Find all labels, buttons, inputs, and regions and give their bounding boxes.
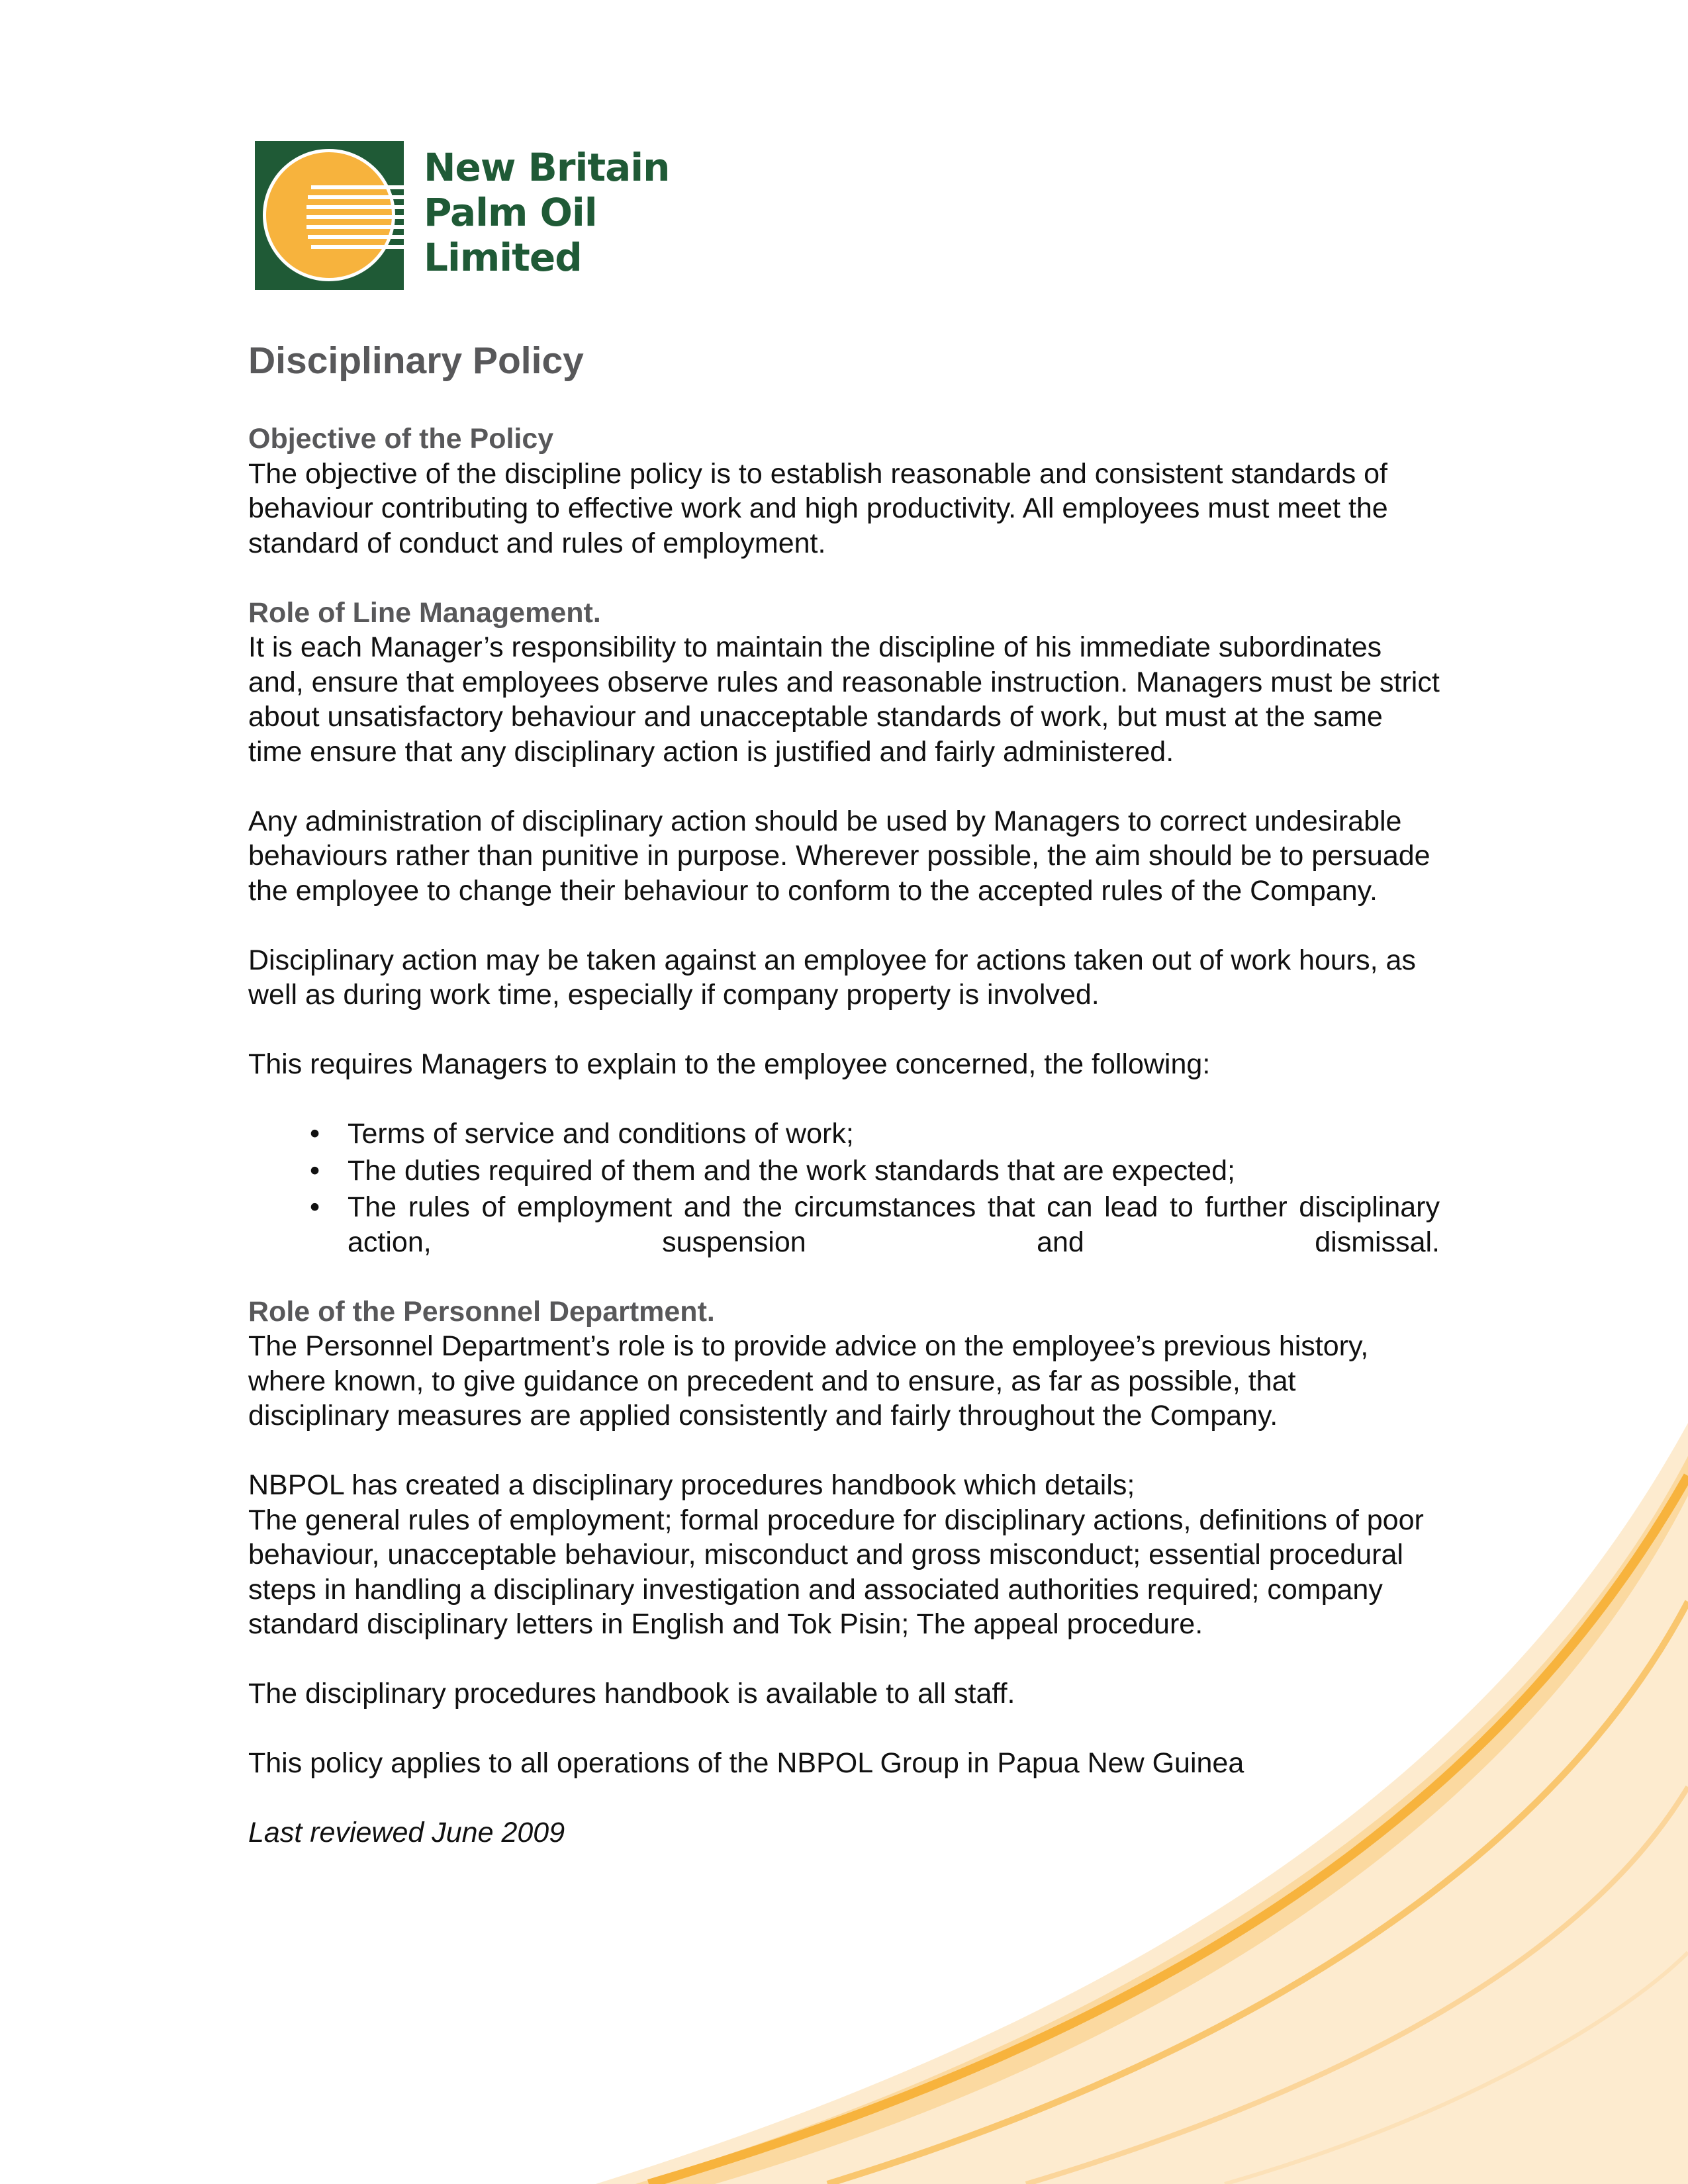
sun-logo-icon <box>255 141 404 290</box>
personnel-paragraph-1: The Personnel Department’s role is to provide advice on the employee’s previous history, where known, to give guidance on precedent and to ensure, as far as possible, that disciplinary measures are applied consistently and fairly throughout the Company. <box>248 1330 1369 1432</box>
requirements-list <box>248 1116 1440 1259</box>
document-body <box>248 334 1440 1850</box>
bullet-icon: • <box>310 1191 320 1223</box>
personnel-paragraph-4: This policy applies to all operations of the NBPOL Group in Papua New Guinea <box>248 1747 1244 1779</box>
line-management-heading: Role of Line Management. <box>248 596 601 629</box>
personnel-paragraph-3: The disciplinary procedures handbook is available to all staff. <box>248 1678 1015 1709</box>
bullet-icon: • <box>310 1154 320 1187</box>
bullet-icon: • <box>310 1118 320 1150</box>
objective-heading: Objective of the Policy <box>248 423 554 455</box>
line-management-paragraph-3: Disciplinary action may be taken against an employee for actions taken out of work hours, as well as during work time, especially if company property is involved. <box>248 944 1416 1011</box>
logo-line-2: Palm Oil <box>424 190 597 235</box>
company-logo <box>255 141 670 290</box>
logo-line-3: Limited <box>424 235 582 280</box>
last-reviewed: Last reviewed June 2009 <box>248 1817 565 1848</box>
line-management-paragraph-4: This requires Managers to explain to the employee concerned, the following: <box>248 1048 1211 1080</box>
personnel-paragraph-2-details: The general rules of employment; formal procedure for disciplinary actions, definitions of poor behaviour, unacceptable behaviour, misconduct and gross misconduct; essential procedural steps in handling a disciplinary investigation and associated authorities required; company standard disciplinary letters in English and Tok Pisin; The appeal procedure. <box>248 1504 1424 1640</box>
company-name <box>424 145 669 280</box>
logo-line-1: New Britain <box>424 145 670 190</box>
personnel-heading: Role of the Personnel Department. <box>248 1295 715 1328</box>
line-management-paragraph-2: Any administration of disciplinary action should be used by Managers to correct undesirable behaviours rather than punitive in purpose. Wherever possible, the aim should be to persuade the employee to change their behaviour to conform to the accepted rules of the Company. <box>248 805 1430 907</box>
line-management-paragraph-1: It is each Manager’s responsibility to maintain the discipline of his immediate subordinates and, ensure that employees observe rules and reasonable instruction. Managers must be strict about unsatisfactory behaviour and unacceptable standards of work, but must at the same time ensure that any disciplinary action is justified and fairly administered. <box>248 631 1440 768</box>
list-item: • Terms of service and conditions of work; <box>248 1116 1440 1152</box>
personnel-paragraph-2-intro: NBPOL has created a disciplinary procedures handbook which details; <box>248 1469 1135 1501</box>
page-title: Disciplinary Policy <box>248 340 584 382</box>
list-item: • The rules of employment and the circumstances that can lead to further disciplinary action, suspension and dismissal. <box>310 1191 1440 1258</box>
objective-paragraph: The objective of the discipline policy is to establish reasonable and consistent standards of behaviour contributing to effective work and high productivity. All employees must meet the standard of conduct and rules of employment. <box>248 457 1388 559</box>
list-item: • The duties required of them and the work standards that are expected; <box>248 1154 1440 1189</box>
